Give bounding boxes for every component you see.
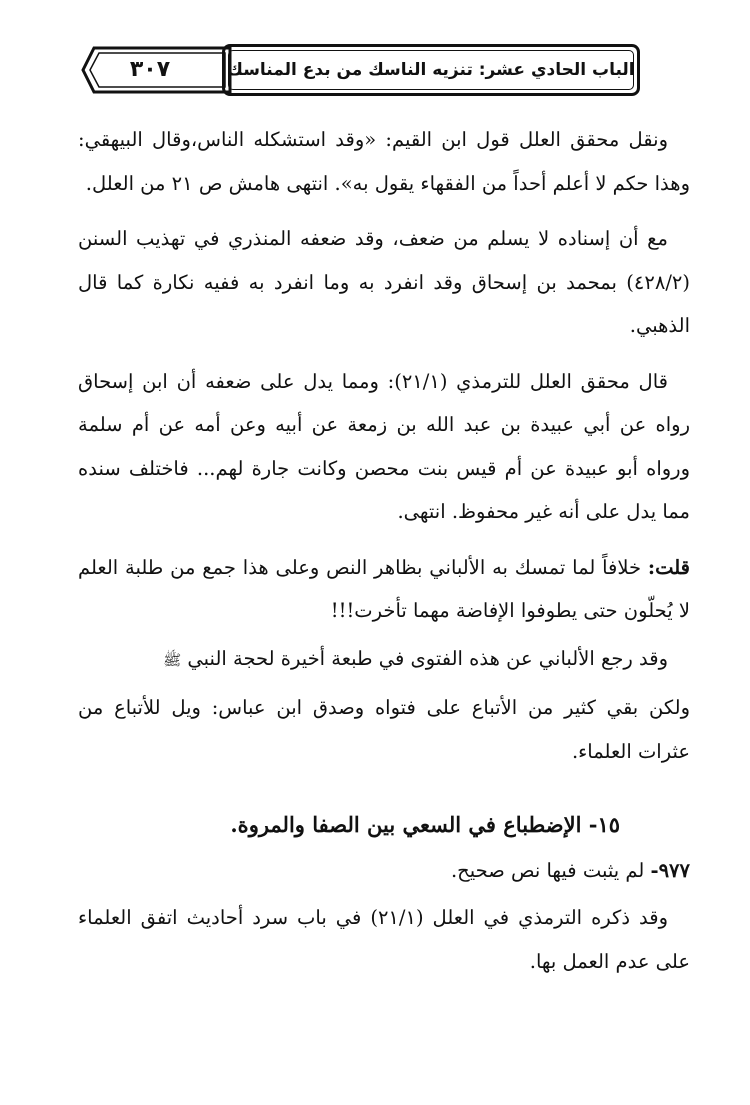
salutation-glyph: ﷺ (163, 650, 182, 669)
paragraph-1: ونقل محقق العلل قول ابن القيم: «وقد استشكله الناس،وقال البيهقي: وهذا حكم لا أعلم أحداً من الفقهاء يقول به». انتهى هامش ص ٢١ من العلل. (78, 128, 690, 195)
chapter-title-frame (222, 44, 640, 96)
page-number-badge (80, 44, 240, 96)
issue-line (78, 849, 690, 893)
issue-number: ٩٧٧- (650, 858, 690, 882)
page-body (78, 118, 690, 995)
chapter-title: الباب الحادي عشر: تنزيه الناسك من بدع المناسك (227, 60, 635, 80)
paragraph-6: ولكن بقي كثير من الأتباع على فتواه وصدق ابن عباس: ويل للأتباع من عثرات العلماء. (78, 696, 690, 763)
paragraph-7: وقد ذكره الترمذي في العلل (٢١/١) في باب سرد أحاديث اتفق العلماء على عدم العمل بها. (78, 906, 690, 973)
qult-label: قلت: (647, 555, 690, 579)
paragraph-5 (78, 637, 690, 683)
paragraph-4 (78, 546, 690, 633)
paragraph-5-text: وقد رجع الألباني عن هذه الفتوى في طبعة أخيرة لحجة النبي (181, 646, 668, 670)
paragraph-2: مع أن إسناده لا يسلم من ضعف، وقد ضعفه المنذري في تهذيب السنن (٤٢٨/٢) بمحمد بن إسحاق وقد انفرد به وما انفرد به ففيه نكارة كما قال الذهبي. (78, 227, 690, 337)
section-heading: ١٥- الإضطباع في السعي بين الصفا والمروة. (230, 812, 620, 837)
page-number: ٣٠٧ (129, 57, 171, 82)
issue-text: لم يثبت فيها نص صحيح. (450, 858, 651, 882)
paragraph-3: قال محقق العلل للترمذي (٢١/١): ومما يدل على ضعفه أن ابن إسحاق رواه عن أبي عبيدة بن عبد الله بن زمعة عن أبيه وعن أمه عن أم سلمة ورواه أبو عبيدة عن أم قيس بنت محصن وكانت جارة لهم... فاختلف سنده مما يدل على أنه غير محفوظ. انتهى. (78, 369, 690, 523)
paragraph-4-text: خلافاً لما تمسك به الألباني بظاهر النص وعلى هذا جمع من طلبة العلم لا يُحلّون حتى يطوفوا الإفاضة مهما تأخرت!!! (78, 555, 690, 622)
